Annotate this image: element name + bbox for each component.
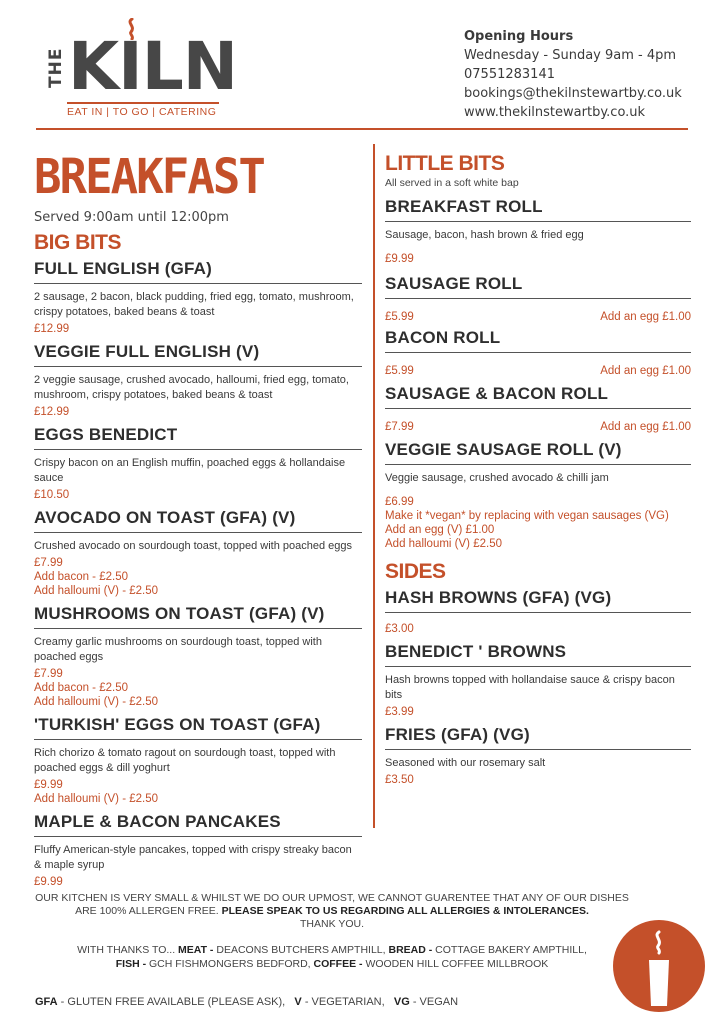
item-price: £3.50 <box>385 774 414 786</box>
menu-item-turkish-eggs <box>34 715 362 806</box>
item-title: AVOCADO ON TOAST (GFA) (V) <box>34 508 362 533</box>
item-desc: 2 veggie sausage, crushed avocado, halloumi, fried egg, tomato, mushroom, crispy potatoes, baked beans & toast <box>34 374 349 401</box>
item-title: VEGGIE FULL ENGLISH (V) <box>34 342 362 367</box>
item-desc: Crushed avocado on sourdough toast, topped with poached eggs <box>34 540 353 552</box>
coffee-supplier: WOODEN HILL COFFEE MILLBROOK <box>365 958 549 970</box>
item-extra: Add an egg (V) £1.00 <box>385 524 495 536</box>
logo-the: THE <box>46 47 66 88</box>
key-vg-text: - VEGAN <box>409 996 459 1008</box>
thanks-intro: WITH THANKS TO... <box>77 944 179 956</box>
item-price: £7.99 <box>34 668 63 680</box>
item-title: VEGGIE SAUSAGE ROLL (V) <box>385 440 691 465</box>
item-desc: 2 sausage, 2 bacon, black pudding, fried egg, tomato, mushroom, crispy potatoes, baked beans & toast <box>34 291 354 318</box>
menu-item-eggs-benedict <box>34 425 362 502</box>
hours-text: Wednesday - Sunday 9am - 4pm <box>464 48 677 63</box>
menu-item-sausage-roll <box>385 274 691 324</box>
item-desc: Sausage, bacon, hash brown & fried egg <box>385 229 584 241</box>
item-title: SAUSAGE ROLL <box>385 274 691 299</box>
menu-item-hash-browns <box>385 588 691 636</box>
supplier-credits <box>30 943 634 971</box>
item-price: £6.99 <box>385 496 414 508</box>
key-vg: VG <box>393 996 410 1008</box>
menu-item-veggie-full-english <box>34 342 362 419</box>
column-divider <box>373 144 375 828</box>
item-title: EGGS BENEDICT <box>34 425 362 450</box>
menu-item-benedict-browns <box>385 642 691 719</box>
item-desc: Hash browns topped with hollandaise sauce & crispy bacon bits <box>385 674 675 701</box>
menu-item-avocado-on-toast <box>34 508 362 598</box>
bread-label: BREAD - <box>388 944 436 956</box>
item-price: £3.99 <box>385 706 414 718</box>
phone-number[interactable]: 07551283141 <box>464 67 555 82</box>
meat-supplier: DEACONS BUTCHERS AMPTHILL, <box>216 944 389 956</box>
item-desc: Seasoned with our rosemary salt <box>385 757 546 769</box>
key-v: V <box>294 996 302 1008</box>
section-little-bits: LITTLE BITS <box>385 152 505 175</box>
item-extra: Add bacon - £2.50 <box>34 571 128 583</box>
item-addon: Add an egg £1.00 <box>600 311 691 323</box>
item-price: £9.99 <box>385 253 414 265</box>
item-price: £9.99 <box>34 779 63 791</box>
item-price: £5.99 <box>385 311 414 323</box>
item-extra: Add halloumi (V) £2.50 <box>385 538 502 550</box>
contact-info <box>464 27 682 122</box>
item-title: HASH BROWNS (GFA) (VG) <box>385 588 691 613</box>
dietary-key <box>35 996 458 1008</box>
item-addon: Add an egg £1.00 <box>600 365 691 377</box>
coffee-label: COFFEE - <box>313 958 366 970</box>
allergen-text: OUR KITCHEN IS VERY SMALL & WHILST WE DO OUR UPMOST, WE CANNOT GUARENTEE THAT ANY OF OUR DISHES ARE 100% ALLERGEN FREE. <box>35 892 629 917</box>
menu-item-bacon-roll <box>385 328 691 378</box>
item-addon: Add an egg £1.00 <box>600 421 691 433</box>
section-big-bits: BIG BITS <box>34 231 122 254</box>
allergen-thanks: THANK YOU. <box>300 918 364 930</box>
item-price: £10.50 <box>34 489 70 501</box>
item-price: £7.99 <box>385 421 414 433</box>
kiln-chimney-icon <box>613 920 705 1012</box>
item-price: £5.99 <box>385 365 414 377</box>
little-bits-column <box>385 152 691 787</box>
allergen-notice <box>30 892 634 931</box>
item-title: FULL ENGLISH (GFA) <box>34 259 362 284</box>
section-subtitle: All served in a soft white bap <box>385 177 519 189</box>
meat-label: MEAT - <box>178 944 217 956</box>
item-title: 'TURKISH' EGGS ON TOAST (GFA) <box>34 715 362 740</box>
item-price: £7.99 <box>34 557 63 569</box>
menu-item-fries <box>385 725 691 787</box>
kiln-badge-icon <box>613 920 705 1012</box>
header-divider <box>36 128 688 130</box>
item-title: BENEDICT ' BROWNS <box>385 642 691 667</box>
logo-wordmark: KILN <box>68 28 237 105</box>
item-extra: Add bacon - £2.50 <box>34 682 128 694</box>
item-title: FRIES (GFA) (VG) <box>385 725 691 750</box>
menu-item-sausage-bacon-roll <box>385 384 691 434</box>
item-price: £3.00 <box>385 623 414 635</box>
item-price: £12.99 <box>34 323 70 335</box>
key-gfa-text: - GLUTEN FREE AVAILABLE (PLEASE ASK), <box>57 996 286 1008</box>
section-sides: SIDES <box>385 560 446 583</box>
menu-item-mushrooms-on-toast <box>34 604 362 709</box>
logo-tagline: EAT IN | TO GO | CATERING <box>67 102 219 118</box>
item-title: MUSHROOMS ON TOAST (GFA) (V) <box>34 604 362 629</box>
item-extra: Add halloumi (V) - £2.50 <box>34 585 159 597</box>
item-price: £9.99 <box>34 876 63 888</box>
breakfast-column <box>34 150 362 889</box>
item-desc: Creamy garlic mushrooms on sourdough toast, topped with poached eggs <box>34 636 322 663</box>
served-times: Served 9:00am until 12:00pm <box>34 210 229 225</box>
website-link[interactable]: www.thekilnstewartby.co.uk <box>464 105 646 120</box>
item-extra: Add halloumi (V) - £2.50 <box>34 793 159 805</box>
item-title: MAPLE & BACON PANCAKES <box>34 812 362 837</box>
key-v-text: - VEGETARIAN, <box>301 996 385 1008</box>
brand-logo <box>40 18 237 122</box>
bread-supplier: COTTAGE BAKERY AMPTHILL, <box>435 944 587 956</box>
page-title: BREAKFAST <box>34 149 264 205</box>
allergen-emphasis: PLEASE SPEAK TO US REGARDING ALL ALLERGIES & INTOLERANCES. <box>221 905 589 917</box>
item-extra: Make it *vegan* by replacing with vegan sausages (VG) <box>385 510 669 522</box>
menu-item-veggie-sausage-roll <box>385 440 691 551</box>
item-desc: Veggie sausage, crushed avocado & chilli jam <box>385 472 609 484</box>
item-desc: Rich chorizo & tomato ragout on sourdough toast, topped with poached eggs & dill yoghurt <box>34 747 336 774</box>
fish-label: FISH - <box>115 958 149 970</box>
hours-title: Opening Hours <box>464 29 574 44</box>
email-link[interactable]: bookings@thekilnstewartby.co.uk <box>464 86 682 101</box>
item-price: £12.99 <box>34 406 70 418</box>
fish-supplier: GCH FISHMONGERS BEDFORD, <box>149 958 314 970</box>
item-extra: Add halloumi (V) - £2.50 <box>34 696 159 708</box>
menu-item-full-english <box>34 259 362 336</box>
menu-item-breakfast-roll <box>385 197 691 266</box>
item-desc: Fluffy American-style pancakes, topped with crispy streaky bacon & maple syrup <box>34 844 352 871</box>
item-title: BACON ROLL <box>385 328 691 353</box>
item-title: SAUSAGE & BACON ROLL <box>385 384 691 409</box>
item-desc: Crispy bacon on an English muffin, poached eggs & hollandaise sauce <box>34 457 346 484</box>
item-title: BREAKFAST ROLL <box>385 197 691 222</box>
menu-item-maple-bacon-pancakes <box>34 812 362 889</box>
key-gfa: GFA <box>35 996 58 1008</box>
